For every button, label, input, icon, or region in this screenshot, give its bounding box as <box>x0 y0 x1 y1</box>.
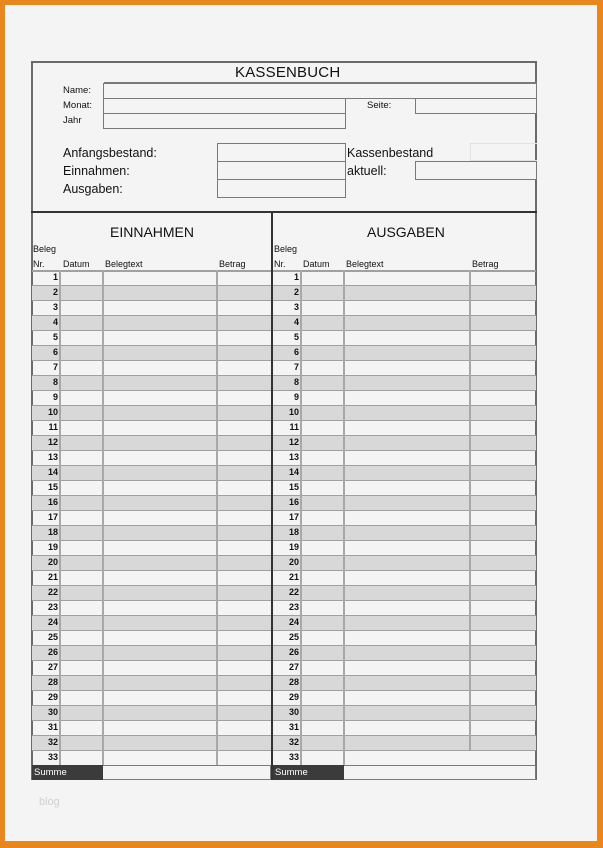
ausgaben-table-row[interactable] <box>273 346 536 361</box>
row-number: 31 <box>47 722 58 732</box>
name-field[interactable] <box>103 83 537 99</box>
einnahmen-table-row[interactable] <box>32 541 271 556</box>
einnahmen-table-row[interactable] <box>32 511 271 526</box>
ausgaben-table-row[interactable] <box>273 406 536 421</box>
row-number: 24 <box>288 617 299 627</box>
einnahmen-title: EINNAHMEN <box>110 224 195 240</box>
einnahmen-table-row[interactable] <box>32 556 271 571</box>
ausgaben-table-row[interactable] <box>273 466 536 481</box>
row-number: 17 <box>47 512 58 522</box>
ausgaben-table-row[interactable] <box>273 271 536 286</box>
ausgaben-table-row[interactable] <box>273 601 536 616</box>
row-number: 10 <box>47 407 58 417</box>
row-number: 8 <box>293 377 299 387</box>
einnahmen-col-nr: Nr. <box>33 259 45 269</box>
row-number: 29 <box>47 692 58 702</box>
einnahmen-table-row[interactable] <box>32 466 271 481</box>
ausgaben-col-sep-2 <box>343 270 345 765</box>
ausgaben-table-row[interactable] <box>273 421 536 436</box>
ausgaben-table-row[interactable] <box>273 286 536 301</box>
einnahmen-col-sep-3 <box>216 270 218 765</box>
einnahmen-table-row[interactable] <box>32 346 271 361</box>
einnahmen-table-row[interactable] <box>32 496 271 511</box>
ausgaben-col-sep-1 <box>300 270 302 765</box>
einnahmen-table-row[interactable] <box>32 676 271 691</box>
ausgaben-table-row[interactable] <box>273 361 536 376</box>
seite-label: Seite: <box>367 100 392 111</box>
row-number: 21 <box>288 572 299 582</box>
einnahmen-table-row[interactable] <box>32 451 271 466</box>
einnahmen-col-datum: Datum <box>63 259 90 269</box>
row-number: 17 <box>288 512 299 522</box>
ausgaben-table-row[interactable] <box>273 541 536 556</box>
monat-field[interactable] <box>103 98 346 114</box>
row-number: 18 <box>47 527 58 537</box>
ausgaben-table-row[interactable] <box>273 391 536 406</box>
ausgaben-col-datum: Datum <box>303 259 330 269</box>
einnahmen-summe-field[interactable] <box>103 765 271 780</box>
einnahmen-table-row[interactable] <box>32 286 271 301</box>
row-number: 27 <box>47 662 58 672</box>
row-number: 28 <box>288 677 299 687</box>
ausgaben-table-row[interactable] <box>273 721 536 736</box>
einnahmen-table-row[interactable] <box>32 331 271 346</box>
einnahmen-col-sep-2 <box>102 270 104 765</box>
row-number: 1 <box>52 272 58 282</box>
einnahmen-table-row[interactable] <box>32 301 271 316</box>
row-number: 25 <box>47 632 58 642</box>
ausgaben-table-row[interactable] <box>273 616 536 631</box>
einnahmen-table-row[interactable] <box>32 706 271 721</box>
kassenbestand-placeholder-box <box>470 143 537 161</box>
ausgaben-table-row[interactable] <box>273 706 536 721</box>
einnahmen-col-sep-1 <box>59 270 61 765</box>
einnahmen-table-row[interactable] <box>32 691 271 706</box>
row-number: 32 <box>47 737 58 747</box>
row-number: 23 <box>288 602 299 612</box>
row-number: 25 <box>288 632 299 642</box>
row-number: 32 <box>288 737 299 747</box>
einnahmen-label: Einnahmen: <box>63 164 130 178</box>
row-number: 19 <box>47 542 58 552</box>
ausgaben-table-row[interactable] <box>273 436 536 451</box>
row-number: 15 <box>47 482 58 492</box>
row-number: 4 <box>52 317 58 327</box>
row-number: 11 <box>48 422 58 432</box>
row-number: 16 <box>288 497 299 507</box>
ausgaben-table-row[interactable] <box>273 496 536 511</box>
page <box>5 5 597 841</box>
einnahmen-table-row[interactable] <box>32 376 271 391</box>
row-number: 6 <box>293 347 299 357</box>
row-number: 7 <box>52 362 58 372</box>
ausgaben-table-row[interactable] <box>273 676 536 691</box>
ausgaben-table-row[interactable] <box>273 556 536 571</box>
row-number: 33 <box>47 752 58 762</box>
ausgaben-table-row[interactable] <box>273 661 536 676</box>
ausgaben-summe-field[interactable] <box>344 765 536 780</box>
jahr-field[interactable] <box>103 113 346 129</box>
einnahmen-table-row[interactable] <box>32 421 271 436</box>
row-number: 12 <box>47 437 58 447</box>
einnahmen-table-row[interactable] <box>32 406 271 421</box>
row-number: 30 <box>47 707 58 717</box>
row-number: 11 <box>289 422 299 432</box>
ausgaben-summe-label: Summe <box>273 765 344 780</box>
row-number: 23 <box>47 602 58 612</box>
einnahmen-table-row[interactable] <box>32 751 271 766</box>
row-number: 16 <box>47 497 58 507</box>
row-number: 20 <box>47 557 58 567</box>
einnahmen-table-row[interactable] <box>32 586 271 601</box>
row-number: 31 <box>288 722 299 732</box>
seite-field[interactable] <box>415 98 537 114</box>
aktuell-label: aktuell: <box>347 164 387 178</box>
ausgaben-table-row[interactable] <box>273 481 536 496</box>
row-number: 27 <box>288 662 299 672</box>
row-number: 15 <box>288 482 299 492</box>
ausgaben-table-row[interactable] <box>273 331 536 346</box>
row-number: 10 <box>288 407 299 417</box>
ausgaben-table-row[interactable] <box>273 586 536 601</box>
row-number: 1 <box>293 272 299 282</box>
row-number: 29 <box>288 692 299 702</box>
row-number: 8 <box>52 377 58 387</box>
row-number: 4 <box>293 317 299 327</box>
row-number: 26 <box>47 647 58 657</box>
ausgaben-table-row[interactable] <box>273 736 536 751</box>
einnahmen-table-row[interactable] <box>32 631 271 646</box>
einnahmen-table-row[interactable] <box>32 721 271 736</box>
einnahmen-table-row[interactable] <box>32 661 271 676</box>
ausgaben-table-row[interactable] <box>273 316 536 331</box>
row-number: 26 <box>288 647 299 657</box>
kassenbestand-field[interactable] <box>415 161 537 180</box>
row-number: 2 <box>52 287 58 297</box>
ausgaben-col-betrag: Betrag <box>472 259 499 269</box>
row-number: 19 <box>288 542 299 552</box>
einnahmen-table-row[interactable] <box>32 616 271 631</box>
ausgaben-table-row[interactable] <box>273 511 536 526</box>
row-number: 22 <box>47 587 58 597</box>
row-number: 24 <box>47 617 58 627</box>
ausgaben-col-nr: Nr. <box>274 259 286 269</box>
ausgaben-table-row[interactable] <box>273 451 536 466</box>
einnahmen-table-row[interactable] <box>32 571 271 586</box>
einnahmen-table-row[interactable] <box>32 271 271 286</box>
row-number: 5 <box>52 332 58 342</box>
einnahmen-col-beleg: Beleg <box>33 244 57 254</box>
ausgaben-col-beleg: Beleg <box>274 244 298 254</box>
ausgaben-table-row[interactable] <box>273 571 536 586</box>
ausgaben-table-row[interactable] <box>273 301 536 316</box>
row-number: 21 <box>47 572 58 582</box>
einnahmen-table-row[interactable] <box>32 361 271 376</box>
row-number: 13 <box>47 452 58 462</box>
einnahmen-table-row[interactable] <box>32 391 271 406</box>
einnahmen-table-row[interactable] <box>32 736 271 751</box>
row-number: 12 <box>288 437 299 447</box>
row-number: 5 <box>293 332 299 342</box>
row-number: 13 <box>288 452 299 462</box>
ausgaben-table-row[interactable] <box>273 376 536 391</box>
einnahmen-table-row[interactable] <box>32 646 271 661</box>
kassenbestand-label: Kassenbestand <box>347 146 434 160</box>
row-number: 18 <box>288 527 299 537</box>
form-title: KASSENBUCH <box>235 64 341 81</box>
einnahmen-table-row[interactable] <box>32 481 271 496</box>
row-number: 3 <box>52 302 58 312</box>
row-number: 22 <box>288 587 299 597</box>
row-number: 7 <box>293 362 299 372</box>
row-number: 28 <box>47 677 58 687</box>
ausgaben-table-row[interactable] <box>273 526 536 541</box>
monat-label: Monat: <box>63 100 93 111</box>
ausgaben-field[interactable] <box>217 179 346 198</box>
ausgaben-col-sep-3 <box>469 270 471 750</box>
jahr-label: Jahr <box>63 115 82 126</box>
einnahmen-col-betrag: Betrag <box>219 259 246 269</box>
section-divider <box>31 211 537 213</box>
row-number: 9 <box>293 392 299 402</box>
ausgaben-table-row[interactable] <box>273 646 536 661</box>
ausgaben-title: AUSGABEN <box>367 224 445 240</box>
row-number: 20 <box>288 557 299 567</box>
row-number: 2 <box>293 287 299 297</box>
einnahmen-table-row[interactable] <box>32 601 271 616</box>
einnahmen-field[interactable] <box>217 161 346 180</box>
row-number: 30 <box>288 707 299 717</box>
row-number: 9 <box>52 392 58 402</box>
einnahmen-table-row[interactable] <box>32 316 271 331</box>
ausgaben-table-row[interactable] <box>273 631 536 646</box>
row-number: 33 <box>288 752 299 762</box>
einnahmen-table-row[interactable] <box>32 436 271 451</box>
row-number: 14 <box>47 467 58 477</box>
row-number: 14 <box>288 467 299 477</box>
ausgaben-label: Ausgaben: <box>63 182 123 196</box>
einnahmen-col-belegtext: Belegtext <box>105 259 143 269</box>
einnahmen-table-row[interactable] <box>32 526 271 541</box>
name-label: Name: <box>63 85 91 96</box>
watermark: blog <box>39 796 60 808</box>
ausgaben-table-row[interactable] <box>273 751 536 766</box>
ausgaben-col-belegtext: Belegtext <box>346 259 384 269</box>
row-number: 3 <box>293 302 299 312</box>
ausgaben-table-row[interactable] <box>273 691 536 706</box>
anfangsbestand-label: Anfangsbestand: <box>63 146 157 160</box>
row-number: 6 <box>52 347 58 357</box>
einnahmen-summe-label: Summe <box>32 765 103 780</box>
anfangsbestand-field[interactable] <box>217 143 346 162</box>
